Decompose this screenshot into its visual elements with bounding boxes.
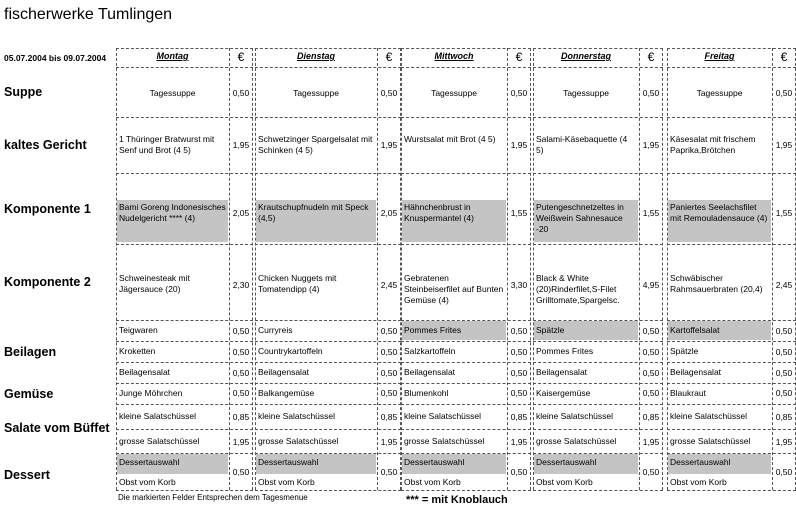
menu-item: Pommes Frites bbox=[402, 321, 506, 340]
menu-item: Dessertauswahl bbox=[534, 454, 638, 474]
menu-item: Dessertauswahl bbox=[668, 454, 771, 474]
price: 0,50 bbox=[510, 347, 528, 357]
menu-item: Hähnchenbrust in Knuspermantel (4) bbox=[402, 200, 506, 242]
price: 1,95 bbox=[642, 437, 660, 447]
price: 0,50 bbox=[642, 368, 660, 378]
menu-item: Junge Möhrchen bbox=[119, 388, 183, 398]
menu-item: Salami-Käsebaquette (4 5) bbox=[536, 134, 628, 155]
menu-item: Dessertauswahl bbox=[256, 454, 376, 474]
menu-item: Tagessuppe bbox=[149, 88, 196, 98]
menu-item: Schweinesteak mit Jägersauce (20) bbox=[119, 273, 190, 294]
menu-item: Kaisergemüse bbox=[536, 388, 591, 398]
grid-line bbox=[401, 117, 531, 118]
menu-item: Pommes Frites bbox=[536, 346, 594, 356]
grid-line bbox=[377, 48, 378, 490]
price: 0,50 bbox=[775, 347, 793, 357]
menu-item: Tagessuppe bbox=[431, 88, 477, 98]
menu-item: grosse Salatschüssel bbox=[670, 436, 751, 446]
price: 1,95 bbox=[775, 140, 793, 150]
menu-item: Obst vom Korb bbox=[536, 477, 593, 487]
menu-item: Black & White (20)Rinderfilet,S-Filet Grilltomate,Spargelsc. bbox=[536, 273, 620, 305]
menu-item: Paniertes Seelachsfilet mit Remouladensauce (4) bbox=[668, 200, 771, 242]
price: 1,55 bbox=[642, 208, 660, 218]
menu-item: Beilagensalat bbox=[404, 367, 456, 377]
grid-line bbox=[533, 490, 663, 491]
price: 0,50 bbox=[510, 388, 528, 398]
grid-line bbox=[401, 67, 531, 68]
grid-line bbox=[255, 490, 401, 491]
page-title: fischerwerke Tumlingen bbox=[4, 6, 173, 23]
menu-item: Obst vom Korb bbox=[404, 477, 461, 487]
menu-item: Tagessuppe bbox=[563, 88, 609, 98]
price: 2,05 bbox=[380, 208, 398, 218]
price: 0,50 bbox=[380, 388, 398, 398]
price: 0,50 bbox=[642, 347, 660, 357]
menu-item: Blaukraut bbox=[670, 388, 706, 398]
row-label: Gemüse bbox=[4, 387, 54, 401]
grid-line bbox=[255, 48, 401, 49]
row-label: kaltes Gericht bbox=[4, 138, 87, 152]
price: 1,95 bbox=[642, 140, 660, 150]
menu-item: Schwäbischer Rahmsauerbraten (20,4) bbox=[670, 273, 763, 294]
garlic-note: *** = mit Knoblauch bbox=[406, 494, 508, 506]
menu-item: Obst vom Korb bbox=[119, 477, 176, 487]
price: 0,50 bbox=[642, 88, 660, 98]
price: 0,50 bbox=[510, 467, 528, 477]
menu-item: Teigwaren bbox=[119, 325, 158, 335]
grid-line bbox=[116, 490, 253, 491]
price: 0,50 bbox=[510, 326, 528, 336]
grid-line bbox=[255, 117, 401, 118]
grid-line bbox=[667, 490, 796, 491]
grid-line bbox=[116, 244, 253, 245]
row-label: Komponente 2 bbox=[4, 275, 91, 289]
menu-item: Beilagensalat bbox=[119, 367, 171, 377]
menu-item: Putengeschnetzeltes in Weißwein Sahnesauce -20 bbox=[534, 200, 638, 242]
grid-line bbox=[667, 173, 796, 174]
grid-line bbox=[533, 173, 663, 174]
grid-line bbox=[639, 48, 640, 490]
price: 0,50 bbox=[232, 326, 250, 336]
price: 0,50 bbox=[510, 88, 528, 98]
euro-header: € bbox=[647, 50, 655, 64]
price: 0,50 bbox=[510, 368, 528, 378]
grid-line bbox=[229, 48, 230, 490]
grid-line bbox=[252, 48, 253, 490]
date-range: 05.07.2004 bis 09.07.2004 bbox=[4, 53, 107, 63]
row-label: Salate vom Büffet bbox=[4, 421, 110, 435]
menu-item: Käsesalat mit frischem Paprika,Brötchen bbox=[670, 134, 756, 155]
menu-item: 1 Thüringer Bratwurst mit Senf und Brot (4 5) bbox=[119, 134, 215, 155]
menu-item: Bami Goreng Indonesisches Nudelgericht **** (4) bbox=[117, 200, 228, 242]
menu-item: Countrykartoffeln bbox=[258, 346, 323, 356]
euro-header: € bbox=[385, 50, 393, 64]
price: 0,50 bbox=[642, 467, 660, 477]
menu-item: Balkangemüse bbox=[258, 388, 315, 398]
menu-item: kleine Salatschüssel bbox=[119, 411, 197, 421]
price: 0,85 bbox=[380, 412, 398, 422]
euro-header: € bbox=[780, 50, 788, 64]
menu-item: kleine Salatschüssel bbox=[536, 411, 614, 421]
row-label: Suppe bbox=[4, 85, 43, 99]
menu-item: Spätzle bbox=[670, 346, 699, 356]
price: 1,95 bbox=[510, 140, 528, 150]
price: 2,45 bbox=[380, 280, 398, 290]
price: 0,50 bbox=[775, 368, 793, 378]
price: 1,55 bbox=[775, 208, 793, 218]
menu-item: grosse Salatschüssel bbox=[404, 436, 485, 446]
price: 0,50 bbox=[232, 88, 250, 98]
menu-item: Beilagensalat bbox=[258, 367, 310, 377]
menu-item: Wurstsalat mit Brot (4 5) bbox=[404, 134, 496, 144]
menu-item: Obst vom Korb bbox=[258, 477, 315, 487]
grid-line bbox=[667, 244, 796, 245]
price: 1,55 bbox=[510, 208, 528, 218]
menu-item: Blumenkohl bbox=[404, 388, 449, 398]
price: 0,85 bbox=[775, 412, 793, 422]
menu-item: Schwetzinger Spargelsalat mit Schinken (4 5) bbox=[258, 134, 373, 155]
day-header-dienstag: Dienstag bbox=[296, 51, 335, 61]
menu-item: Kroketten bbox=[119, 346, 156, 356]
grid-line bbox=[116, 48, 253, 49]
grid-line bbox=[255, 244, 401, 245]
price: 0,50 bbox=[775, 88, 793, 98]
price: 2,45 bbox=[775, 280, 793, 290]
price: 3,30 bbox=[510, 280, 528, 290]
price: 4,95 bbox=[642, 280, 660, 290]
grid-line bbox=[533, 67, 663, 68]
menu-item: Krautschupfnudeln mit Speck (4,5) bbox=[256, 200, 376, 242]
price: 0,50 bbox=[380, 326, 398, 336]
grid-line bbox=[662, 48, 663, 490]
price: 1,95 bbox=[232, 437, 250, 447]
price: 0,50 bbox=[380, 88, 398, 98]
menu-item: Dessertauswahl bbox=[117, 454, 228, 474]
grid-line bbox=[401, 48, 531, 49]
price: 2,30 bbox=[232, 280, 250, 290]
menu-item: kleine Salatschüssel bbox=[404, 411, 482, 421]
menu-item: Dessertauswahl bbox=[402, 454, 506, 474]
menu-item: Curryreis bbox=[258, 325, 293, 335]
menu-item: Obst vom Korb bbox=[670, 477, 727, 487]
grid-line bbox=[533, 117, 663, 118]
day-header-freitag: Freitag bbox=[704, 51, 735, 61]
menu-item: Beilagensalat bbox=[536, 367, 588, 377]
grid-line bbox=[507, 48, 508, 490]
euro-header: € bbox=[237, 50, 245, 64]
day-header-mittwoch: Mittwoch bbox=[434, 51, 474, 61]
price: 0,50 bbox=[775, 467, 793, 477]
menu-item: kleine Salatschüssel bbox=[670, 411, 748, 421]
price: 0,50 bbox=[232, 467, 250, 477]
grid-line bbox=[667, 48, 796, 49]
menu-item: Gebratenen Steinbeiserfilet auf Bunten Gemüse (4) bbox=[404, 273, 504, 305]
price: 0,50 bbox=[380, 347, 398, 357]
menu-item: Spätzle bbox=[534, 321, 638, 340]
price: 0,50 bbox=[232, 368, 250, 378]
grid-line bbox=[533, 48, 663, 49]
menu-item: grosse Salatschüssel bbox=[536, 436, 617, 446]
price: 1,95 bbox=[380, 140, 398, 150]
menu-item: Kartoffelsalat bbox=[668, 321, 771, 340]
row-label: Beilagen bbox=[4, 345, 57, 359]
price: 0,50 bbox=[775, 388, 793, 398]
grid-line bbox=[255, 173, 401, 174]
menu-item: grosse Salatschüssel bbox=[258, 436, 339, 446]
row-label: Dessert bbox=[4, 468, 50, 482]
menu-item: Chicken Nuggets mit Tomatendipp (4) bbox=[258, 273, 337, 294]
price: 0,85 bbox=[232, 412, 250, 422]
grid-line bbox=[772, 48, 773, 490]
grid-line bbox=[116, 67, 253, 68]
price: 0,50 bbox=[380, 368, 398, 378]
menu-item: Salzkartoffeln bbox=[404, 346, 456, 356]
day-header-montag: Montag bbox=[156, 51, 189, 61]
grid-line bbox=[116, 117, 253, 118]
grid-line bbox=[667, 117, 796, 118]
price: 0,50 bbox=[775, 326, 793, 336]
row-label: Komponente 1 bbox=[4, 202, 91, 216]
menu-item: kleine Salatschüssel bbox=[258, 411, 336, 421]
grid-line bbox=[667, 67, 796, 68]
price: 1,95 bbox=[380, 437, 398, 447]
menu-item: Beilagensalat bbox=[670, 367, 722, 377]
grid-line bbox=[530, 48, 531, 490]
price: 0,85 bbox=[642, 412, 660, 422]
price: 0,50 bbox=[232, 347, 250, 357]
grid-line bbox=[401, 490, 531, 491]
footer-note: Die markierten Felder Entsprechen dem Tagesmenue bbox=[118, 493, 308, 502]
price: 0,50 bbox=[642, 388, 660, 398]
grid-line bbox=[533, 244, 663, 245]
price: 0,50 bbox=[642, 326, 660, 336]
price: 2,05 bbox=[232, 208, 250, 218]
price: 1,95 bbox=[510, 437, 528, 447]
grid-line bbox=[255, 67, 401, 68]
price: 0,50 bbox=[232, 388, 250, 398]
price: 1,95 bbox=[775, 437, 793, 447]
grid-line bbox=[401, 244, 531, 245]
grid-line bbox=[116, 173, 253, 174]
price: 0,85 bbox=[510, 412, 528, 422]
euro-header: € bbox=[515, 50, 523, 64]
menu-item: grosse Salatschüssel bbox=[119, 436, 200, 446]
menu-item: Tagessuppe bbox=[696, 88, 743, 98]
menu-item: Tagessuppe bbox=[293, 88, 339, 98]
price: 1,95 bbox=[232, 140, 250, 150]
day-header-donnerstag: Donnerstag bbox=[560, 51, 611, 61]
grid-line bbox=[401, 173, 531, 174]
price: 0,50 bbox=[380, 467, 398, 477]
